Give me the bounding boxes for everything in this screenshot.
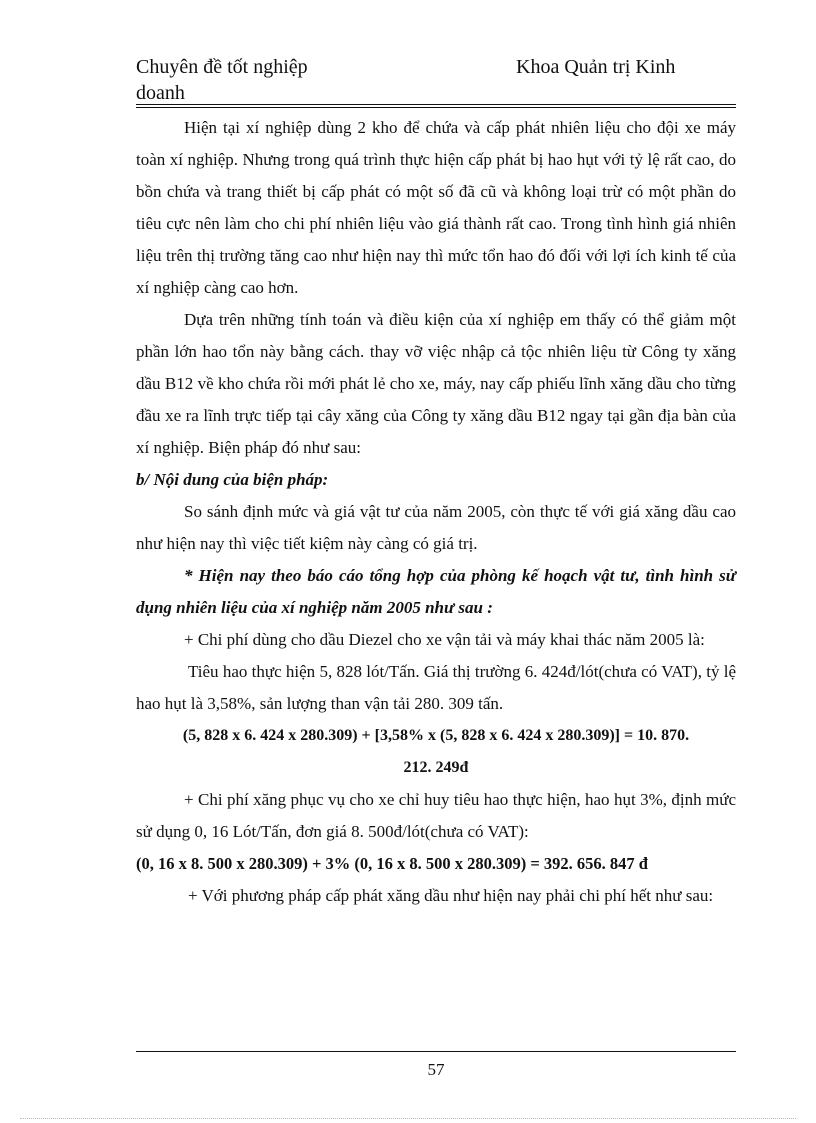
page-edge-divider [20, 1118, 796, 1119]
document-body [136, 112, 736, 912]
footer-rule [136, 1051, 736, 1052]
header-right-title: Khoa Quản trị Kinh [516, 56, 676, 78]
formula-diesel-line1: (5, 828 x 6. 424 x 280.309) + [3,58% x (5, 828 x 6. 424 x 280.309)] = 10. 870. [182, 727, 690, 744]
formula-petrol: (0, 16 x 8. 500 x 280.309) + 3% (0, 16 x 8. 500 x 280.309) = 392. 656. 847 đ [136, 854, 648, 873]
formula-diesel-line2: 212. 249đ [403, 759, 469, 776]
paragraph-current-situation: Hiện tại xí nghiệp dùng 2 kho để chứa và cấp phát nhiên liệu cho đội xe máy toàn xí nghiệp. Nhưng trong quá trình thực hiện cấp phát bị hao hụt với tỷ lệ rất cao, do bồn chứa và trang thiết bị cấp phát có một số đã cũ và không loại trừ có một phần do tiêu cực nên làm cho chi phí nhiên liệu vào giá thành rất cao. Trong tình hình giá nhiên liệu trên thị trường tăng cao như hiện nay thì mức tổn hao đó đối với lợi ích kinh tế của xí nghiệp càng cao hơn. [136, 118, 736, 297]
page-number: 57 [427, 1060, 445, 1079]
section-heading: b/ Nội dung của biện pháp: [136, 470, 329, 489]
paragraph-diesel-cost: + Chi phí dùng cho dầu Diezel cho xe vận tải và máy khai thác năm 2005 là: [184, 630, 705, 649]
header-left-title: Chuyên đề tốt nghiệp doanh [136, 56, 308, 104]
page-header [136, 54, 736, 104]
paragraph-current-method: + Với phương pháp cấp phát xăng dầu như hiện nay phải chi phí hết như sau: [188, 886, 714, 905]
paragraph-proposal: Dựa trên những tính toán và điều kiện của xí nghiệp em thấy có thể giảm một phần lớn hao tổn này bằng cách. thay vỡ việc nhập cả tộc nhiên liệu từ Công ty xăng dầu B12 về kho chứa rồi mới phát lẻ cho xe, máy, nay cấp phiếu lĩnh xăng dầu cho từng đầu xe ra lĩnh trực tiếp tại cây xăng của Công ty xăng dầu B12 ngay tại gần địa bàn của xí nghiệp. Biện pháp đó như sau: [136, 310, 736, 457]
paragraph-report-intro: * Hiện nay theo báo cáo tổng hợp của phòng kế hoạch vật tư, tình hình sử dụng nhiên liệu của xí nghiệp năm 2005 như sau : [136, 566, 736, 617]
header-rule-double [136, 107, 736, 108]
paragraph-comparison: So sánh định mức và giá vật tư của năm 2005, còn thực tế với giá xăng dầu cao như hiện nay thì việc tiết kiệm này càng có giá trị. [136, 502, 736, 553]
header-rule [136, 104, 736, 105]
paragraph-petrol-cost: + Chi phí xăng phục vụ cho xe chỉ huy tiêu hao thực hiện, hao hụt 3%, định mức sử dụng 0, 16 Lót/Tấn, đơn giá 8. 500đ/lót(chưa có VAT): [136, 790, 736, 841]
paragraph-consumption: Tiêu hao thực hiện 5, 828 lót/Tấn. Giá thị trường 6. 424đ/lót(chưa có VAT), tỷ lệ hao hụt là 3,58%, sản lượng than vận tải 280. 309 tấn. [136, 662, 736, 713]
